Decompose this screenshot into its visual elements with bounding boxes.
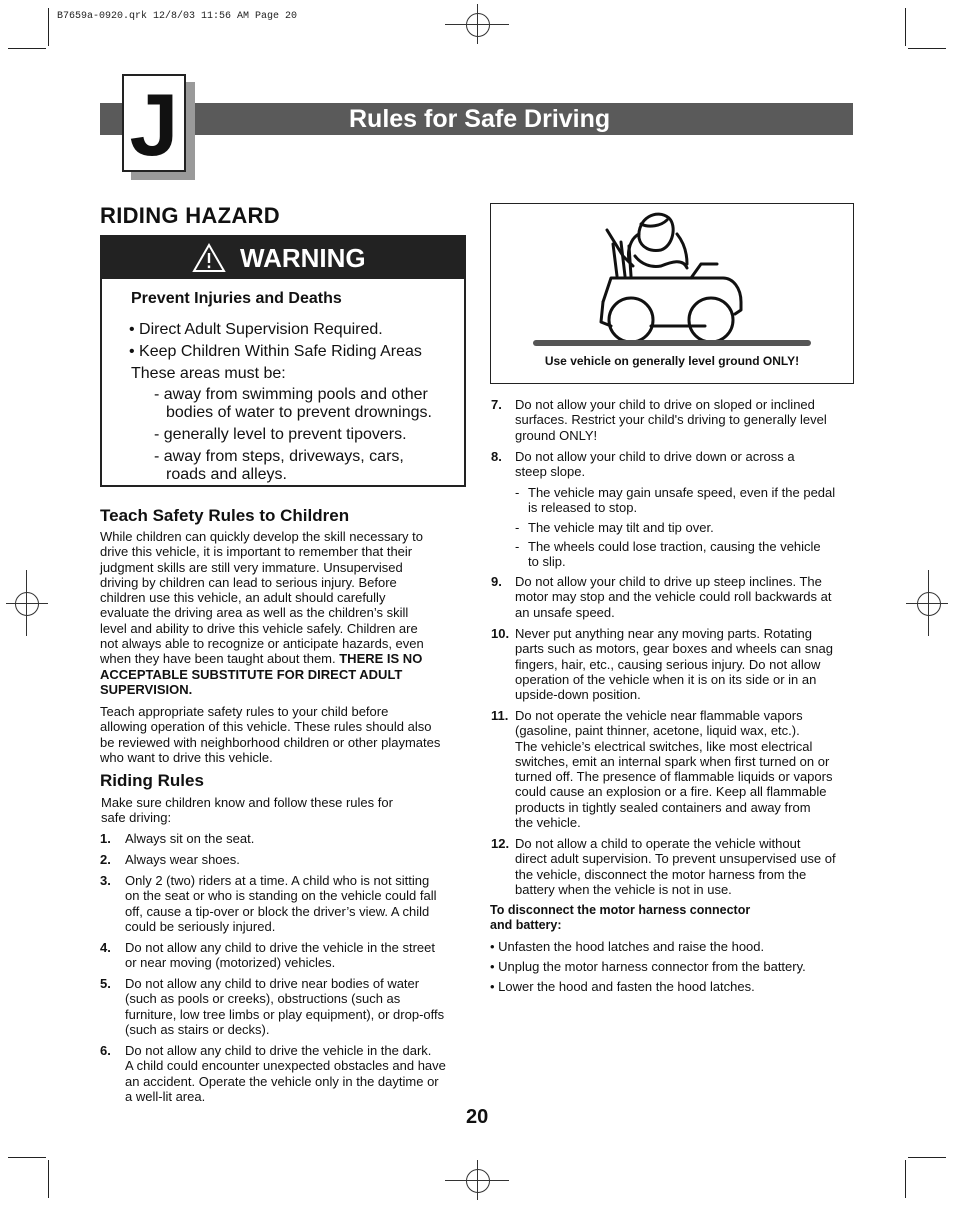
item-number: 9. [491,574,502,589]
text-line: a well-lit area. [125,1088,206,1104]
slope-sub-item-text [528,539,821,570]
text-line: parts such as motors, gear boxes and wheels can snag [515,641,833,657]
text-line: judgment skills are still very immature. Unsupervised [100,559,403,575]
dash-marker: - [515,520,520,535]
text-line: Do not allow any child to drive the vehicle in the dark. [125,1043,432,1058]
list-item [515,708,832,830]
text-line: The vehicle’s electrical switches, like most electrical [515,738,813,754]
list-item [515,574,832,620]
text-line: Do not allow a child to operate the vehicle without [515,836,801,851]
list-item [125,852,240,867]
text-line: drive this vehicle, it is important to remember that their [100,544,413,560]
text-line: to slip. [528,554,566,570]
text-line: Do not allow any child to drive near bodies of water [125,976,420,991]
text-line: fingers, hair, etc., causing serious injury. Do not allow [515,656,821,672]
text-line: (such as stairs or decks). [125,1021,270,1037]
title-bar [194,103,853,135]
dash-marker: - [515,485,520,500]
warning-triangle-icon [192,243,226,273]
text-line: Do not allow your child to drive down or across a [515,449,795,464]
title-bar-left [100,103,122,135]
text-line: is released to stop. [528,500,638,516]
text-line [100,651,470,666]
riding-rules-heading: Riding Rules [100,771,204,790]
text-line: off, cause a tip-over or block the driver’s view. A child [125,903,430,919]
teach-paragraph-2 [100,704,470,765]
list-item: • Lower the hood and fasten the hood latches. [490,978,755,994]
warning-bullet: • Keep Children Within Safe Riding Areas [129,343,422,360]
dash-marker: - [515,539,520,554]
text-line: steep slope. [515,464,586,480]
text-line: Only 2 (two) riders at a time. A child who is not sitting [125,873,430,888]
item-number: 5. [100,976,111,991]
text-line: The vehicle may gain unsafe speed, even if the pedal [528,485,836,500]
item-number: 3. [100,873,111,888]
section-letter: J [122,74,186,172]
list-item [125,940,435,971]
list-item [515,626,833,702]
area-item: - away from steps, driveways, cars, [154,448,404,465]
text-line: (such as pools or creeks), obstructions (such as [125,991,401,1007]
text-line: upside-down position. [515,687,641,703]
text-line: Do not allow your child to drive on sloped or inclined [515,397,815,412]
warning-title: WARNING [240,243,366,273]
text-line: surfaces. Restrict your child's driving to generally level [515,412,827,428]
riding-rules-intro [101,795,393,826]
text-line: motor may stop and the vehicle could roll backwards at [515,589,832,605]
text-line: not always able to recognize or anticipate hazards, even [100,636,424,652]
list-item: • Unfasten the hood latches and raise the hood. [490,939,765,954]
list-item [515,449,795,480]
item-number: 12. [491,836,510,851]
list-item [125,1043,446,1104]
text-line: battery when the vehicle is not in use. [515,881,732,897]
text-line: switches, emit an internal spark when first turned on or [515,753,830,769]
text-line: who want to drive this vehicle. [100,749,273,765]
text-line: an accident. Operate the vehicle only in the daytime or [125,1073,439,1089]
text-line: safe driving: [101,810,172,826]
item-number: 1. [100,831,111,846]
item-number: 6. [100,1043,111,1058]
item-number: 10. [491,626,510,641]
item-number: 7. [491,397,502,412]
text-line: or near moving (motorized) vehicles. [125,955,336,971]
list-item [125,976,444,1037]
text-line: on the seat or who is standing on the vehicle could fall [125,888,437,904]
text-line: allowing operation of this vehicle. These rules should also [100,719,432,735]
text-line: A child could encounter unexpected obstacles and have [125,1058,446,1074]
text-line: level and ability to drive this vehicle safely. Children are [100,620,418,636]
list-item [515,836,836,897]
item-number: 8. [491,449,502,464]
slope-sub-item-text [528,485,835,516]
text-line: driving by children can lead to serious injury. Before [100,574,397,590]
text-line: While children can quickly develop the skill necessary to [100,529,423,544]
slope-sub-item [515,485,519,500]
list-item [125,831,254,846]
text-line: operation of the vehicle when it is on its side or in an [515,671,817,687]
text-line: Do not operate the vehicle near flammable vapors [515,708,803,723]
text-line: Teach appropriate safety rules to your child before [100,704,389,719]
text-line: children use this vehicle, an adult should carefully [100,590,386,606]
warning-heading: Prevent Injuries and Deaths [131,290,342,307]
area-item: roads and alleys. [166,466,287,483]
disconnect-heading [490,903,750,934]
text-line: products in tightly sealed containers and away from [515,799,811,815]
list-item: • Unplug the motor harness connector from the battery. [490,958,806,974]
text-line: could be seriously injured. [125,918,276,934]
text-line: (gasoline, paint thinner, acetone, liquid wax, etc.). [515,723,800,739]
list-item [515,397,827,443]
item-number: 2. [100,852,111,867]
text-line: Make sure children know and follow these rules for [101,795,393,810]
warning-bullet: • Direct Adult Supervision Required. [129,321,383,338]
text-line: an unsafe speed. [515,604,615,620]
text-line: Do not allow any child to drive the vehicle in the street [125,940,436,955]
text-line: the vehicle. [515,815,581,831]
text-line: To disconnect the motor harness connector [490,903,751,917]
text-line: and battery: [490,918,562,933]
teach-heading: Teach Safety Rules to Children [100,506,350,525]
file-slug: B7659a-0920.qrk 12/8/03 11:56 AM Page 20 [57,11,298,22]
area-item: - away from swimming pools and other [154,386,428,403]
page-title: Rules for Safe Driving [349,105,611,133]
list-item [125,873,436,934]
text-line: evaluate the driving area as well as the children’s skill [100,605,409,621]
emphasis-text: SUPERVISION. [100,681,193,697]
text-span: when they have been taught about them. [100,651,340,667]
child-driving-vehicle-illustration [491,204,853,354]
text-line: The vehicle may tilt and tip over. [528,520,714,535]
page-number: 20 [466,1106,489,1128]
warning-box [100,235,466,487]
text-line: be reviewed with neighborhood children or other playmates [100,734,441,750]
text-line: Always sit on the seat. [125,831,255,846]
areas-intro: These areas must be: [131,365,286,382]
text-line: ground ONLY! [515,427,598,443]
level-ground-figure [490,203,854,384]
text-line: Never put anything near any moving parts. Rotating [515,626,813,641]
text-line: The wheels could lose traction, causing the vehicle [528,539,821,554]
slope-sub-item [515,539,519,554]
text-line: Always wear shoes. [125,852,240,867]
riding-hazard-heading: RIDING HAZARD [100,203,280,228]
text-line: turned off. The presence of flammable liquids or vapors [515,769,833,785]
text-line: furniture, low tree limbs or play equipment), or drop-offs [125,1006,445,1022]
slope-sub-item-text [528,520,714,535]
text-line: the vehicle, disconnect the motor harness from the [515,866,807,882]
text-line: direct adult supervision. To prevent unsupervised use of [515,851,836,867]
figure-caption: Use vehicle on generally level ground ONLY! [544,354,800,368]
area-item: - generally level to prevent tipovers. [154,426,407,443]
text-line: Do not allow your child to drive up steep inclines. The [515,574,822,589]
disconnect-steps [490,939,806,994]
teach-paragraph-1 [100,529,470,697]
text-line: could cause an explosion or a fire. Keep all flammable [515,784,827,800]
item-number: 11. [491,708,509,723]
warning-header [102,237,464,279]
emphasis-text: THERE IS NO [339,651,423,667]
area-item: bodies of water to prevent drownings. [166,404,432,421]
item-number: 4. [100,940,111,955]
emphasis-text: ACCEPTABLE SUBSTITUTE FOR DIRECT ADULT [100,666,403,682]
slope-sub-item [515,520,519,535]
